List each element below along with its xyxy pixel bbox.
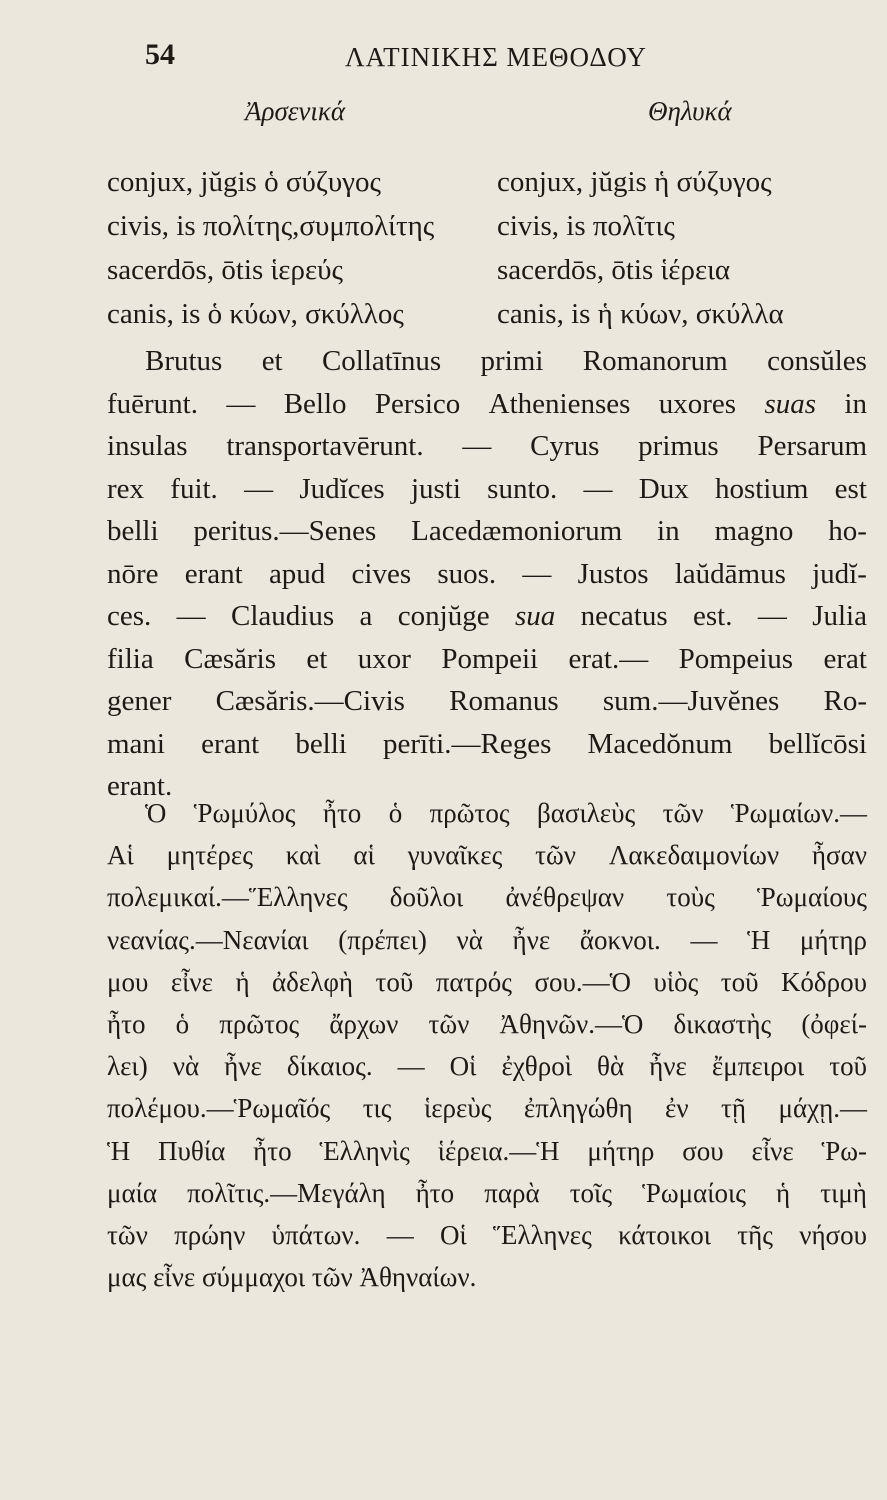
- greek-line: Ὁ Ῥωμύλος ἦτο ὁ πρῶτος βασιλεὺς τῶν Ῥωμαίων.—: [145, 798, 867, 828]
- latin-line: fuērunt. — Bello Persico Athenienses uxores suas in: [107, 387, 867, 420]
- vocab-row: [107, 160, 867, 204]
- greek-line: πολέμου.—Ῥωμαῖός τις ἱερεὺς ἐπληγώθη ἐν τῇ μάχῃ.—: [107, 1093, 867, 1124]
- vocab-row: [107, 248, 867, 292]
- column-headings: [0, 96, 887, 136]
- feminine-heading: Θηλυκά: [648, 96, 732, 126]
- masculine-entry: civis, is πολίτης,συμπολίτης: [107, 210, 435, 242]
- feminine-entry: canis, is ἡ κύων, σκύλλα: [497, 298, 784, 330]
- latin-line: belli peritus.—Senes Lacedæmoniorum in magno ho-: [107, 515, 867, 547]
- vocab-row: [107, 292, 867, 336]
- feminine-entry: sacerdōs, ōtis ἱέρεια: [497, 254, 731, 286]
- greek-line: πολεμικαί.—Ἕλληνες δοῦλοι ἀνέθρεψαν τοὺς Ῥωμαίους: [107, 882, 867, 913]
- masculine-entry: conjux, jŭgis ὁ σύζυγος: [107, 166, 381, 198]
- greek-line: μου εἶνε ἡ ἀδελφὴ τοῦ πατρός σου.—Ὁ υἱὸς τοῦ Κόδρου: [107, 966, 867, 997]
- latin-line: Brutus et Collatīnus primi Romanorum consŭles: [145, 345, 867, 377]
- latin-line: gener Cæsăris.—Civis Romanus sum.—Juvĕnes Ro-: [107, 685, 867, 717]
- greek-exercise: [107, 792, 867, 1298]
- latin-exercise: [107, 340, 867, 808]
- latin-line: nōre erant apud cives suos. — Justos laŭdāmus judĭ-: [107, 557, 867, 590]
- greek-line: Ἡ Πυθία ἦτο Ἑλληνὶς ἱέρεια.—Ἡ μήτηρ σου εἶνε Ῥω-: [107, 1135, 867, 1166]
- latin-line: filia Cæsăris et uxor Pompeii erat.— Pompeius erat: [107, 642, 867, 675]
- greek-line: λει) νὰ ἦνε δίκαιος. — Οἱ ἐχθροὶ θὰ ἦνε ἔμπειροι τοῦ: [107, 1051, 867, 1082]
- vocabulary-table: [107, 160, 867, 336]
- masculine-heading: Ἀρσενικά: [245, 96, 346, 126]
- greek-line: ἦτο ὁ πρῶτος ἄρχων τῶν Ἀθηνῶν.—Ὁ δικαστὴς (ὀφεί-: [107, 1008, 867, 1039]
- page-header: [0, 38, 887, 88]
- vocab-row: [107, 204, 867, 248]
- greek-line: Αἱ μητέρες καὶ αἱ γυναῖκες τῶν Λακεδαιμονίων ἦσαν: [107, 840, 867, 871]
- latin-line: insulas transportavērunt. — Cyrus primus Persarum: [107, 430, 867, 462]
- masculine-entry: canis, is ὁ κύων, σκύλλος: [107, 298, 404, 330]
- greek-line: μας εἶνε σύμμαχοι τῶν Ἀθηναίων.: [107, 1262, 477, 1293]
- latin-line: rex fuit. — Judĭces justi sunto. — Dux hostium est: [107, 472, 867, 505]
- latin-line: erant.: [107, 770, 173, 802]
- latin-line: mani erant belli perīti.—Reges Macedŏnum bellĭcōsi: [107, 727, 867, 760]
- latin-line: ces. — Claudius a conjŭge sua necatus est. — Julia: [107, 600, 867, 632]
- running-title: ΛΑΤΙΝΙΚΗΣ ΜΕΘΟΔΟΥ: [345, 42, 647, 72]
- greek-line: τῶν πρώην ὑπάτων. — Οἱ Ἕλληνες κάτοικοι τῆς νήσου: [107, 1219, 867, 1250]
- feminine-entry: conjux, jŭgis ἡ σύζυγος: [497, 166, 772, 198]
- greek-line: νεανίας.—Νεανίαι (πρέπει) νὰ ἦνε ἄοκνοι. — Ἡ μήτηρ: [107, 924, 867, 955]
- masculine-entry: sacerdōs, ōtis ἱερεύς: [107, 254, 343, 286]
- feminine-entry: civis, is πολῖτις: [497, 210, 675, 242]
- greek-line: μαία πολῖτις.—Μεγάλη ἦτο παρὰ τοῖς Ῥωμαίοις ἡ τιμὴ: [107, 1177, 867, 1208]
- page-number: 54: [145, 38, 175, 71]
